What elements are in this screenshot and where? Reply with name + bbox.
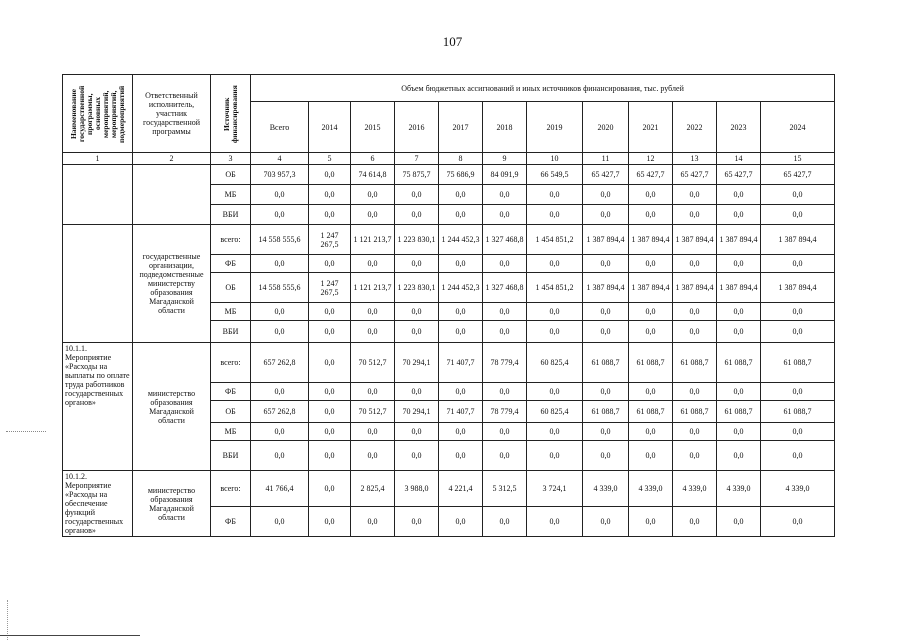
- value-cell: 0,0: [395, 441, 439, 471]
- budget-table: [62, 74, 835, 537]
- value-cell: 71 407,7: [439, 343, 483, 383]
- value-cell: 0,0: [351, 423, 395, 441]
- value-cell: 0,0: [309, 255, 351, 273]
- value-cell: 0,0: [761, 303, 835, 321]
- value-cell: 0,0: [717, 507, 761, 537]
- value-cell: 0,0: [351, 205, 395, 225]
- value-cell: 0,0: [309, 441, 351, 471]
- column-number: 9: [483, 153, 527, 165]
- value-cell: 65 427,7: [583, 165, 629, 185]
- value-cell: 4 339,0: [629, 471, 673, 507]
- value-cell: 0,0: [395, 255, 439, 273]
- value-cell: 78 779,4: [483, 343, 527, 383]
- value-cell: 41 766,4: [251, 471, 309, 507]
- value-cell: 0,0: [439, 205, 483, 225]
- value-cell: 0,0: [309, 423, 351, 441]
- year-header: 2024: [761, 102, 835, 153]
- value-cell: 1 121 213,7: [351, 273, 395, 303]
- value-cell: 1 244 452,3: [439, 225, 483, 255]
- value-cell: 0,0: [309, 205, 351, 225]
- year-header: 2017: [439, 102, 483, 153]
- value-cell: 0,0: [527, 321, 583, 343]
- value-cell: 0,0: [761, 185, 835, 205]
- value-cell: 61 088,7: [583, 401, 629, 423]
- column-number: 11: [583, 153, 629, 165]
- value-cell: 4 339,0: [717, 471, 761, 507]
- value-cell: 61 088,7: [583, 343, 629, 383]
- value-cell: 0,0: [527, 383, 583, 401]
- value-cell: 0,0: [351, 321, 395, 343]
- value-cell: 1 387 894,4: [583, 225, 629, 255]
- value-cell: 0,0: [309, 507, 351, 537]
- value-cell: 0,0: [309, 303, 351, 321]
- measure-name: 10.1.1. Мероприятие «Расходы на выплаты по оплате труда работников государственных органов»: [63, 343, 133, 471]
- value-cell: 0,0: [761, 423, 835, 441]
- measure-name: 10.1.2. Мероприятие «Расходы на обеспечение функций государственных органов»: [63, 471, 133, 537]
- value-cell: 0,0: [583, 423, 629, 441]
- value-cell: 70 512,7: [351, 401, 395, 423]
- executor: министерство образования Магаданской области: [133, 471, 211, 537]
- value-cell: 0,0: [309, 383, 351, 401]
- value-cell: 1 454 851,2: [527, 225, 583, 255]
- year-header: 2016: [395, 102, 439, 153]
- value-cell: 0,0: [483, 441, 527, 471]
- value-cell: 1 387 894,4: [583, 273, 629, 303]
- value-cell: 1 387 894,4: [717, 225, 761, 255]
- value-cell: 61 088,7: [717, 401, 761, 423]
- value-cell: 0,0: [309, 471, 351, 507]
- value-cell: 0,0: [527, 507, 583, 537]
- value-cell: 0,0: [351, 185, 395, 205]
- value-cell: 0,0: [583, 507, 629, 537]
- value-cell: 0,0: [395, 383, 439, 401]
- value-cell: 0,0: [673, 321, 717, 343]
- value-cell: 0,0: [309, 185, 351, 205]
- value-cell: 0,0: [527, 185, 583, 205]
- executor: [133, 165, 211, 225]
- value-cell: 0,0: [251, 383, 309, 401]
- funding-source: всего:: [211, 343, 251, 383]
- year-header: 2019: [527, 102, 583, 153]
- column-number: 8: [439, 153, 483, 165]
- value-cell: 0,0: [395, 185, 439, 205]
- value-cell: 0,0: [673, 423, 717, 441]
- value-cell: 0,0: [309, 165, 351, 185]
- value-cell: 0,0: [483, 507, 527, 537]
- year-header: 2020: [583, 102, 629, 153]
- value-cell: 1 247 267,5: [309, 225, 351, 255]
- value-cell: 1 121 213,7: [351, 225, 395, 255]
- value-cell: 0,0: [439, 303, 483, 321]
- value-cell: 3 988,0: [395, 471, 439, 507]
- value-cell: 0,0: [629, 383, 673, 401]
- value-cell: 0,0: [761, 441, 835, 471]
- value-cell: 657 262,8: [251, 343, 309, 383]
- value-cell: 0,0: [395, 321, 439, 343]
- value-cell: 61 088,7: [673, 401, 717, 423]
- value-cell: 0,0: [583, 321, 629, 343]
- value-cell: 1 387 894,4: [717, 273, 761, 303]
- value-cell: 0,0: [439, 507, 483, 537]
- value-cell: 0,0: [251, 185, 309, 205]
- column-number: 12: [629, 153, 673, 165]
- value-cell: 4 221,4: [439, 471, 483, 507]
- table-row: [63, 471, 835, 507]
- value-cell: 0,0: [483, 303, 527, 321]
- column-number: 13: [673, 153, 717, 165]
- year-header: Всего: [251, 102, 309, 153]
- column-number: 2: [133, 153, 211, 165]
- value-cell: 14 558 555,6: [251, 225, 309, 255]
- value-cell: 0,0: [583, 303, 629, 321]
- value-cell: 70 512,7: [351, 343, 395, 383]
- value-cell: 61 088,7: [673, 343, 717, 383]
- funding-source: всего:: [211, 225, 251, 255]
- value-cell: 0,0: [717, 383, 761, 401]
- value-cell: 0,0: [439, 383, 483, 401]
- value-cell: 0,0: [629, 321, 673, 343]
- funding-source: МБ: [211, 423, 251, 441]
- funding-source: ФБ: [211, 507, 251, 537]
- scan-artifact-line: [7, 600, 8, 640]
- value-cell: 0,0: [251, 423, 309, 441]
- value-cell: 1 387 894,4: [673, 273, 717, 303]
- value-cell: 1 387 894,4: [629, 225, 673, 255]
- header-row: [63, 75, 835, 102]
- scan-artifact-line: [6, 431, 46, 432]
- value-cell: 66 549,5: [527, 165, 583, 185]
- value-cell: 2 825,4: [351, 471, 395, 507]
- value-cell: 0,0: [483, 383, 527, 401]
- value-cell: 0,0: [309, 343, 351, 383]
- value-cell: 0,0: [761, 383, 835, 401]
- value-cell: 0,0: [629, 185, 673, 205]
- value-cell: 0,0: [395, 507, 439, 537]
- value-cell: 0,0: [717, 205, 761, 225]
- value-cell: 70 294,1: [395, 401, 439, 423]
- value-cell: 0,0: [673, 205, 717, 225]
- value-cell: 70 294,1: [395, 343, 439, 383]
- value-cell: 0,0: [761, 205, 835, 225]
- value-cell: 0,0: [717, 441, 761, 471]
- value-cell: 0,0: [583, 255, 629, 273]
- value-cell: 0,0: [483, 423, 527, 441]
- value-cell: 0,0: [583, 441, 629, 471]
- value-cell: 0,0: [629, 303, 673, 321]
- value-cell: 4 339,0: [761, 471, 835, 507]
- value-cell: 61 088,7: [761, 343, 835, 383]
- value-cell: 71 407,7: [439, 401, 483, 423]
- value-cell: 0,0: [351, 383, 395, 401]
- table-row: [63, 165, 835, 185]
- value-cell: 0,0: [527, 303, 583, 321]
- value-cell: 61 088,7: [761, 401, 835, 423]
- funding-source: ВБИ: [211, 321, 251, 343]
- value-cell: 0,0: [527, 205, 583, 225]
- value-cell: 0,0: [351, 507, 395, 537]
- value-cell: 0,0: [251, 205, 309, 225]
- value-cell: 0,0: [251, 507, 309, 537]
- table-row: [63, 225, 835, 255]
- value-cell: 0,0: [251, 321, 309, 343]
- column-number: 3: [211, 153, 251, 165]
- value-cell: 0,0: [583, 185, 629, 205]
- value-cell: 0,0: [629, 205, 673, 225]
- value-cell: 0,0: [673, 441, 717, 471]
- value-cell: 1 247 267,5: [309, 273, 351, 303]
- column-number: 4: [251, 153, 309, 165]
- value-cell: 0,0: [439, 423, 483, 441]
- scan-artifact-line: [0, 635, 140, 636]
- value-cell: 0,0: [583, 205, 629, 225]
- value-cell: 74 614,8: [351, 165, 395, 185]
- year-header: 2018: [483, 102, 527, 153]
- value-cell: 60 825,4: [527, 343, 583, 383]
- value-cell: 1 387 894,4: [673, 225, 717, 255]
- header-program-name: Наименование государственной программы, основных мероприятий, мероприятий, подмероприятий: [63, 75, 133, 153]
- value-cell: 0,0: [761, 507, 835, 537]
- value-cell: 1 454 851,2: [527, 273, 583, 303]
- value-cell: 0,0: [251, 255, 309, 273]
- value-cell: 65 427,7: [717, 165, 761, 185]
- value-cell: 4 339,0: [673, 471, 717, 507]
- value-cell: 0,0: [717, 185, 761, 205]
- value-cell: 61 088,7: [629, 401, 673, 423]
- value-cell: 0,0: [351, 441, 395, 471]
- value-cell: 0,0: [583, 383, 629, 401]
- value-cell: 0,0: [673, 507, 717, 537]
- value-cell: 0,0: [395, 423, 439, 441]
- value-cell: 0,0: [309, 321, 351, 343]
- header-executor: Ответственный исполнитель, участник государственной программы: [133, 75, 211, 153]
- executor: министерство образования Магаданской области: [133, 343, 211, 471]
- value-cell: 0,0: [439, 441, 483, 471]
- column-number: 10: [527, 153, 583, 165]
- value-cell: 65 427,7: [761, 165, 835, 185]
- value-cell: 0,0: [629, 255, 673, 273]
- value-cell: 0,0: [673, 383, 717, 401]
- value-cell: 657 262,8: [251, 401, 309, 423]
- value-cell: 0,0: [439, 321, 483, 343]
- value-cell: 78 779,4: [483, 401, 527, 423]
- year-header: 2015: [351, 102, 395, 153]
- funding-source: ОБ: [211, 401, 251, 423]
- value-cell: 14 558 555,6: [251, 273, 309, 303]
- value-cell: 0,0: [717, 321, 761, 343]
- value-cell: 0,0: [439, 185, 483, 205]
- value-cell: 60 825,4: [527, 401, 583, 423]
- funding-source: ОБ: [211, 273, 251, 303]
- value-cell: 0,0: [483, 205, 527, 225]
- value-cell: 0,0: [761, 321, 835, 343]
- value-cell: 0,0: [527, 423, 583, 441]
- value-cell: 0,0: [673, 255, 717, 273]
- column-number: 5: [309, 153, 351, 165]
- value-cell: 1 387 894,4: [761, 225, 835, 255]
- value-cell: 84 091,9: [483, 165, 527, 185]
- year-header: 2022: [673, 102, 717, 153]
- value-cell: 0,0: [483, 185, 527, 205]
- value-cell: 0,0: [527, 441, 583, 471]
- value-cell: 0,0: [717, 423, 761, 441]
- column-number: 1: [63, 153, 133, 165]
- value-cell: 0,0: [395, 303, 439, 321]
- funding-source: МБ: [211, 303, 251, 321]
- value-cell: 75 875,7: [395, 165, 439, 185]
- value-cell: 1 327 468,8: [483, 225, 527, 255]
- table-body: [63, 165, 835, 537]
- column-number: 6: [351, 153, 395, 165]
- year-header: 2021: [629, 102, 673, 153]
- value-cell: 0,0: [717, 303, 761, 321]
- value-cell: 0,0: [439, 255, 483, 273]
- column-numbers-row: [63, 153, 835, 165]
- measure-name: [63, 165, 133, 225]
- table-row: [63, 343, 835, 383]
- value-cell: 1 223 830,1: [395, 225, 439, 255]
- value-cell: 3 724,1: [527, 471, 583, 507]
- header-source: Источник финансирования: [211, 75, 251, 153]
- year-header: 2014: [309, 102, 351, 153]
- value-cell: 1 387 894,4: [761, 273, 835, 303]
- value-cell: 0,0: [673, 185, 717, 205]
- value-cell: 0,0: [483, 255, 527, 273]
- column-number: 15: [761, 153, 835, 165]
- value-cell: 75 686,9: [439, 165, 483, 185]
- funding-source: МБ: [211, 185, 251, 205]
- value-cell: 0,0: [351, 303, 395, 321]
- value-cell: 0,0: [251, 303, 309, 321]
- funding-source: ВБИ: [211, 441, 251, 471]
- value-cell: 0,0: [395, 205, 439, 225]
- value-cell: 0,0: [717, 255, 761, 273]
- value-cell: 1 223 830,1: [395, 273, 439, 303]
- value-cell: 0,0: [483, 321, 527, 343]
- value-cell: 0,0: [251, 441, 309, 471]
- value-cell: 0,0: [673, 303, 717, 321]
- value-cell: 65 427,7: [673, 165, 717, 185]
- value-cell: 0,0: [629, 423, 673, 441]
- value-cell: 1 387 894,4: [629, 273, 673, 303]
- value-cell: 0,0: [309, 401, 351, 423]
- page-number: 107: [442, 34, 463, 49]
- funding-source: ФБ: [211, 383, 251, 401]
- column-number: 14: [717, 153, 761, 165]
- value-cell: 4 339,0: [583, 471, 629, 507]
- value-cell: 0,0: [527, 255, 583, 273]
- value-cell: 61 088,7: [629, 343, 673, 383]
- value-cell: 61 088,7: [717, 343, 761, 383]
- value-cell: 0,0: [761, 255, 835, 273]
- header-group: Объем бюджетных ассигнований и иных источников финансирования, тыс. рублей: [251, 75, 835, 102]
- executor: государственные организации, подведомственные министерству образования Магаданской области: [133, 225, 211, 343]
- value-cell: 65 427,7: [629, 165, 673, 185]
- value-cell: 0,0: [629, 507, 673, 537]
- measure-name: [63, 225, 133, 343]
- funding-source: ВБИ: [211, 205, 251, 225]
- funding-source: всего:: [211, 471, 251, 507]
- value-cell: 0,0: [629, 441, 673, 471]
- funding-source: ФБ: [211, 255, 251, 273]
- value-cell: 0,0: [351, 255, 395, 273]
- value-cell: 703 957,3: [251, 165, 309, 185]
- value-cell: 1 327 468,8: [483, 273, 527, 303]
- value-cell: 1 244 452,3: [439, 273, 483, 303]
- year-header: 2023: [717, 102, 761, 153]
- funding-source: ОБ: [211, 165, 251, 185]
- column-number: 7: [395, 153, 439, 165]
- value-cell: 5 312,5: [483, 471, 527, 507]
